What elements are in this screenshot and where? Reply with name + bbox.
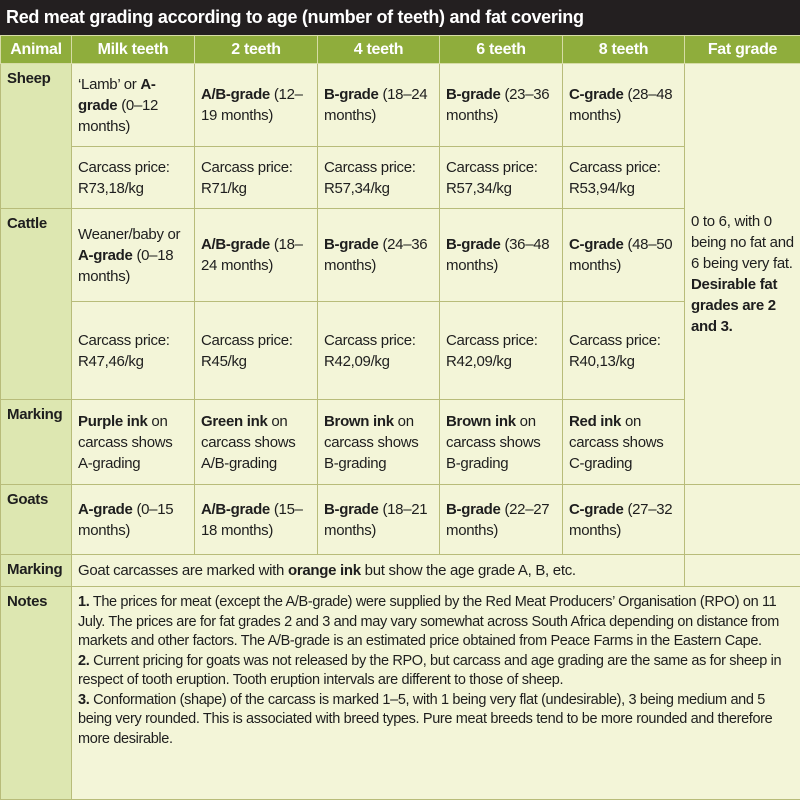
- price-cell: Carcass price: R40,13/kg: [563, 302, 685, 400]
- grade-name: B-grade: [324, 86, 379, 103]
- grade-age: (0–18 months): [78, 246, 174, 285]
- grade-name: B-grade: [324, 500, 379, 518]
- header-4-teeth: 4 teeth: [318, 36, 440, 64]
- grade-age: (23–36 months): [446, 86, 550, 124]
- grade-age: (18–21 months): [324, 500, 428, 539]
- goat-marking-cell: [72, 555, 685, 587]
- header-fat-grade: Fat grade: [685, 36, 800, 64]
- marking-text: on carcass shows B-grading: [446, 412, 541, 472]
- grade-name: C-grade: [569, 236, 624, 253]
- price-cell: Carcass price: R71/kg: [195, 147, 318, 209]
- row-label-cattle: Cattle: [1, 209, 72, 400]
- grade-cell: [563, 64, 685, 147]
- price-cell: Carcass price: R73,18/kg: [72, 147, 195, 209]
- note-item: [78, 593, 794, 652]
- grade-cell: [563, 209, 685, 302]
- note-text: Current pricing for goats was not released by the RPO, but carcass and age grading are the same as for sheep in respect of tooth eruption. Tooth eruption intervals are different to those of sheep.: [78, 652, 782, 688]
- page-title: Red meat grading according to age (number of teeth) and fat covering: [0, 0, 800, 35]
- price-cell: Carcass price: R42,09/kg: [440, 302, 563, 400]
- grade-name: C-grade: [569, 86, 624, 103]
- grade-prefix: Weaner/baby or: [78, 225, 181, 243]
- marking-cell: [563, 400, 685, 485]
- grade-name: B-grade: [446, 500, 501, 518]
- marking-text: on carcass shows B-grading: [324, 412, 419, 472]
- grading-table: [0, 35, 800, 800]
- grade-cell: [195, 64, 318, 147]
- header-2-teeth: 2 teeth: [195, 36, 318, 64]
- sheep-grade-row: [1, 64, 800, 147]
- grade-cell: [72, 209, 195, 302]
- ink-colour: Purple ink: [78, 412, 148, 430]
- grade-age: (22–27 months): [446, 500, 550, 539]
- grade-name: A-grade: [78, 246, 133, 264]
- grade-cell: [563, 485, 685, 555]
- fat-grade-cell: [685, 64, 800, 485]
- grade-cell: [440, 209, 563, 302]
- grade-cell: [72, 64, 195, 147]
- ink-colour: orange ink: [287, 562, 361, 579]
- marking-cell: [72, 400, 195, 485]
- grade-age: (36–48 months): [446, 236, 550, 274]
- cattle-grade-row: [1, 209, 800, 302]
- grade-age: (18–24 months): [324, 86, 428, 124]
- grade-name: B-grade: [446, 236, 501, 253]
- goat-marking-row: [1, 555, 800, 587]
- grade-age: (48–50 months): [569, 236, 673, 274]
- grade-age: (18–24 months): [201, 236, 303, 274]
- marking-cell: [195, 400, 318, 485]
- grade-cell: [318, 485, 440, 555]
- note-number: 2.: [78, 652, 90, 669]
- price-cell: Carcass price: R47,46/kg: [72, 302, 195, 400]
- sheep-price-row: [1, 147, 800, 209]
- fat-grade-text: 0 to 6, with 0 being no fat and 6 being very fat.: [691, 213, 794, 272]
- grade-age: (28–48 months): [569, 86, 673, 124]
- grade-age: (12–19 months): [201, 86, 303, 124]
- empty-cell: [685, 555, 800, 587]
- grade-age: (15–18 months): [201, 500, 303, 539]
- row-label-marking: Marking: [1, 400, 72, 485]
- grade-age: (0–15 months): [78, 500, 174, 539]
- grade-cell: [195, 485, 318, 555]
- grade-cell: [318, 209, 440, 302]
- note-item: [78, 652, 794, 691]
- notes-row: [1, 587, 800, 800]
- marking-row: [1, 400, 800, 485]
- marking-cell: [440, 400, 563, 485]
- header-8-teeth: 8 teeth: [563, 36, 685, 64]
- grade-name: A/B-grade: [201, 500, 270, 518]
- row-label-goats: Goats: [1, 485, 72, 555]
- price-cell: Carcass price: R45/kg: [195, 302, 318, 400]
- grade-name: B-grade: [324, 236, 379, 253]
- note-number: 3.: [78, 691, 90, 708]
- grade-name: C-grade: [569, 500, 624, 518]
- goats-grade-row: [1, 485, 800, 555]
- grade-name: A/B-grade: [201, 236, 270, 253]
- row-label-notes: Notes: [1, 587, 72, 800]
- price-cell: Carcass price: R53,94/kg: [563, 147, 685, 209]
- notes-cell: [72, 587, 800, 800]
- row-label-marking-goats: Marking: [1, 555, 72, 587]
- marking-text: on carcass shows A-grading: [78, 412, 173, 472]
- grade-age: (0–12 months): [78, 96, 159, 135]
- grade-cell: [72, 485, 195, 555]
- marking-cell: [318, 400, 440, 485]
- grade-name: A/B-grade: [201, 86, 270, 103]
- goat-marking-prefix: Goat carcasses are marked with: [78, 562, 288, 579]
- row-label-sheep: Sheep: [1, 64, 72, 209]
- price-cell: Carcass price: R57,34/kg: [318, 147, 440, 209]
- header-animal: Animal: [1, 36, 72, 64]
- ink-colour: Brown ink: [324, 412, 394, 430]
- header-row: [1, 36, 800, 64]
- grade-prefix: ‘Lamb’ or: [78, 75, 141, 93]
- ink-colour: Brown ink: [446, 412, 516, 430]
- marking-text: on carcass shows C-grading: [569, 412, 664, 472]
- note-item: [78, 691, 794, 750]
- ink-colour: Red ink: [569, 412, 622, 430]
- note-text: Conformation (shape) of the carcass is marked 1–5, with 1 being very flat (undesirable), 3 being medium and 5 being very rounded. This is associated with breed types. Pure meat breeds tend to be more rounded and therefore more desirable.: [78, 691, 773, 747]
- note-number: 1.: [78, 594, 90, 610]
- grade-name: A-grade: [78, 500, 133, 518]
- goat-marking-text: but show the age grade A, B, etc.: [360, 562, 576, 579]
- price-cell: Carcass price: R42,09/kg: [318, 302, 440, 400]
- header-milk-teeth: Milk teeth: [72, 36, 195, 64]
- grade-cell: [318, 64, 440, 147]
- grade-cell: [195, 209, 318, 302]
- grade-name: A-grade: [78, 75, 156, 114]
- cattle-price-row: [1, 302, 800, 400]
- grade-age: (27–32 months): [569, 500, 673, 539]
- marking-text: on carcass shows A/B-grading: [201, 412, 296, 472]
- header-6-teeth: 6 teeth: [440, 36, 563, 64]
- grade-name: B-grade: [446, 86, 501, 103]
- grade-cell: [440, 64, 563, 147]
- price-cell: Carcass price: R57,34/kg: [440, 147, 563, 209]
- grade-age: (24–36 months): [324, 236, 428, 274]
- ink-colour: Green ink: [201, 412, 268, 430]
- grade-cell: [440, 485, 563, 555]
- fat-grade-desirable: Desirable fat grades are 2 and 3.: [691, 276, 778, 335]
- note-text: The prices for meat (except the A/B-grade) were supplied by the Red Meat Producers’ Organisation (RPO) on 11 July. The prices are for fat grades 2 and 3 and may vary somewhat across South Africa depending on distance from markets and other factors. The A/B-grade is an estimated price obtained from Peace Farms in the Eastern Cape.: [78, 594, 779, 649]
